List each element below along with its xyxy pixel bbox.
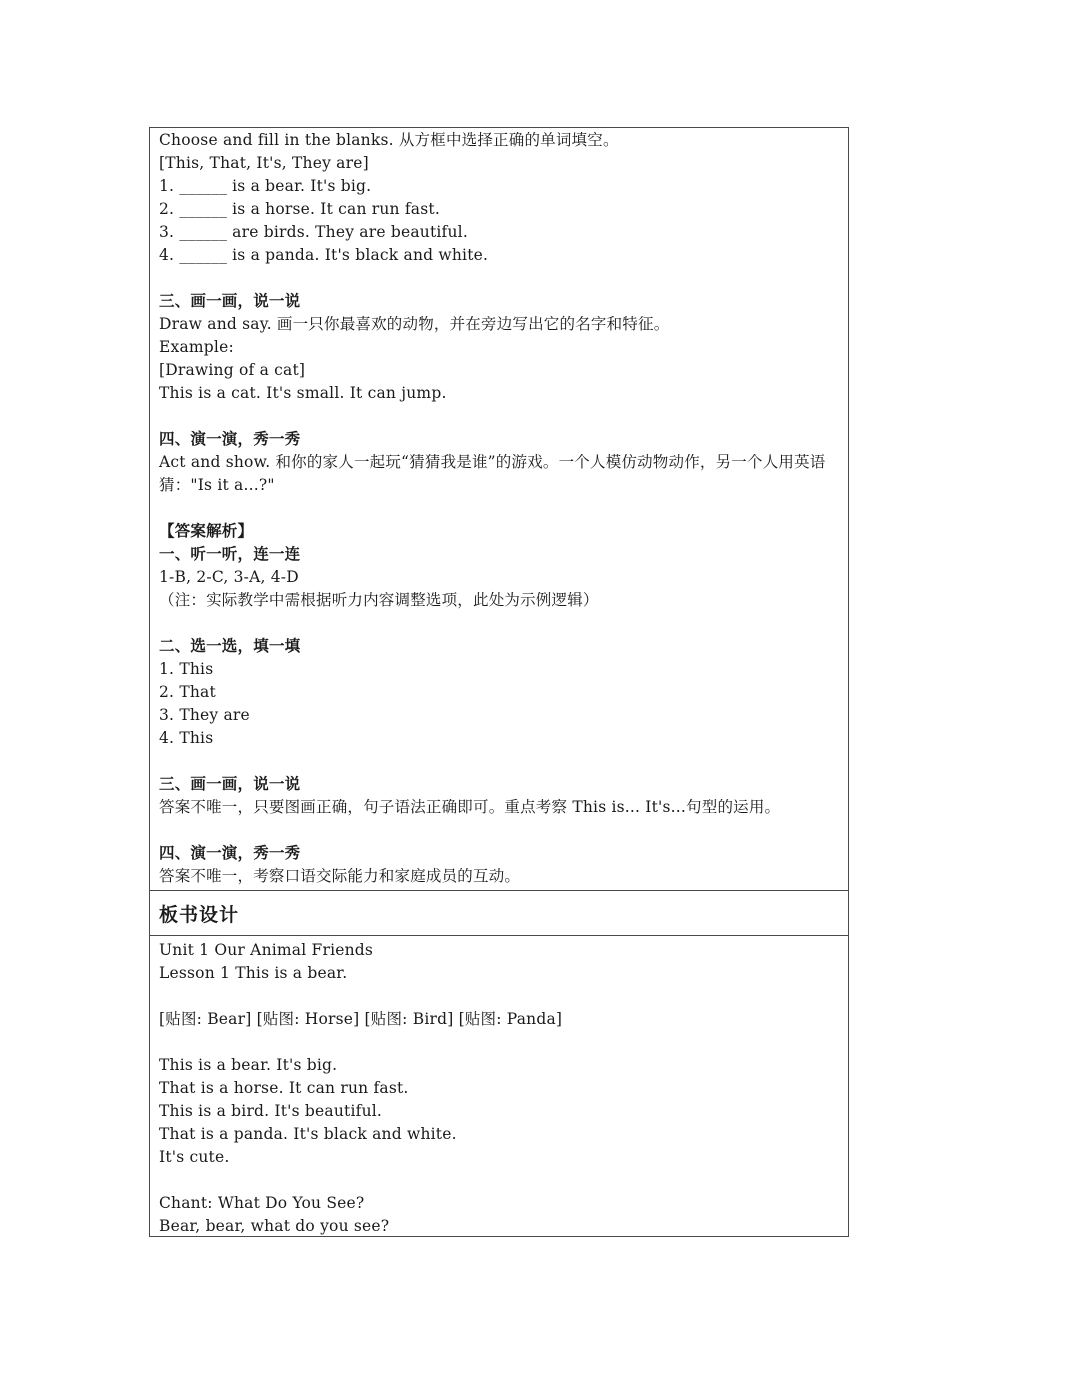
section-heading: 四、演一演，秀一秀: [159, 844, 301, 862]
text-line: This is a cat. It's small. It can jump.: [159, 384, 447, 402]
text-line: It's cute.: [159, 1148, 230, 1166]
text-line: Act and show. 和你的家人一起玩“猜猜我是谁”的游戏。一个人模仿动物动作，另一个人用英语猜："Is it a...?": [159, 453, 826, 494]
section-heading: 三、画一画，说一说: [159, 292, 301, 310]
text-line: Draw and say. 画一只你最喜欢的动物，并在旁边写出它的名字和特征。: [159, 315, 670, 333]
text-line: [Drawing of a cat]: [159, 361, 306, 379]
blank-row: [159, 1169, 838, 1192]
text-line: 答案不唯一，只要图画正确，句子语法正确即可。重点考察 This is... It's...句型的运用。: [159, 798, 781, 816]
section-heading: 二、选一选，填一填: [159, 637, 301, 655]
text-line: That is a horse. It can run fast.: [159, 1079, 409, 1097]
text-line: This is a bird. It's beautiful.: [159, 1102, 383, 1120]
text-line: 1. ______ is a bear. It's big.: [159, 177, 372, 195]
text-line: 2. That: [159, 683, 216, 701]
board-design-title: 板书设计: [159, 903, 240, 926]
text-line: 3. ______ are birds. They are beautiful.: [159, 223, 468, 241]
blank-row: [159, 1031, 838, 1054]
blank-row: [159, 819, 838, 842]
text-line: This is a bear. It's big.: [159, 1056, 338, 1074]
text-line: Unit 1 Our Animal Friends: [159, 941, 374, 959]
blank-row: [159, 985, 838, 1008]
text-line: Chant: What Do You See?: [159, 1194, 365, 1212]
blank-row: [159, 750, 838, 773]
text-line: Choose and fill in the blanks. 从方框中选择正确的单词填空。: [159, 131, 619, 149]
exercise-cell: [150, 128, 848, 890]
text-line: 4. This: [159, 729, 214, 747]
text-line: [This, That, It's, They are]: [159, 154, 369, 172]
blank-row: [159, 405, 838, 428]
section-heading: 三、画一画，说一说: [159, 775, 301, 793]
section-heading: 四、演一演，秀一秀: [159, 430, 301, 448]
text-line: 答案不唯一，考察口语交际能力和家庭成员的互动。: [159, 867, 521, 885]
answer-heading: 【答案解析】: [159, 522, 254, 540]
section-heading: 一、听一听，连一连: [159, 545, 301, 563]
text-line: 3. They are: [159, 706, 250, 724]
text-line: 2. ______ is a horse. It can run fast.: [159, 200, 440, 218]
board-design-heading-cell: [150, 890, 848, 935]
document-table: [149, 127, 849, 1237]
text-line: Lesson 1 This is a bear.: [159, 964, 348, 982]
board-design-cell: [150, 935, 848, 1236]
blank-row: [159, 612, 838, 635]
text-line: （注：实际教学中需根据听力内容调整选项，此处为示例逻辑）: [159, 591, 599, 609]
text-line: 4. ______ is a panda. It's black and white.: [159, 246, 489, 264]
text-line: Bear, bear, what do you see?: [159, 1217, 390, 1235]
text-line: Example:: [159, 338, 234, 356]
text-line: [贴图: Bear] [贴图: Horse] [贴图: Bird] [贴图: Panda]: [159, 1010, 563, 1028]
text-line: That is a panda. It's black and white.: [159, 1125, 457, 1143]
text-line: 1-B, 2-C, 3-A, 4-D: [159, 568, 299, 586]
text-line: 1. This: [159, 660, 214, 678]
blank-row: [159, 497, 838, 520]
blank-row: [159, 267, 838, 290]
